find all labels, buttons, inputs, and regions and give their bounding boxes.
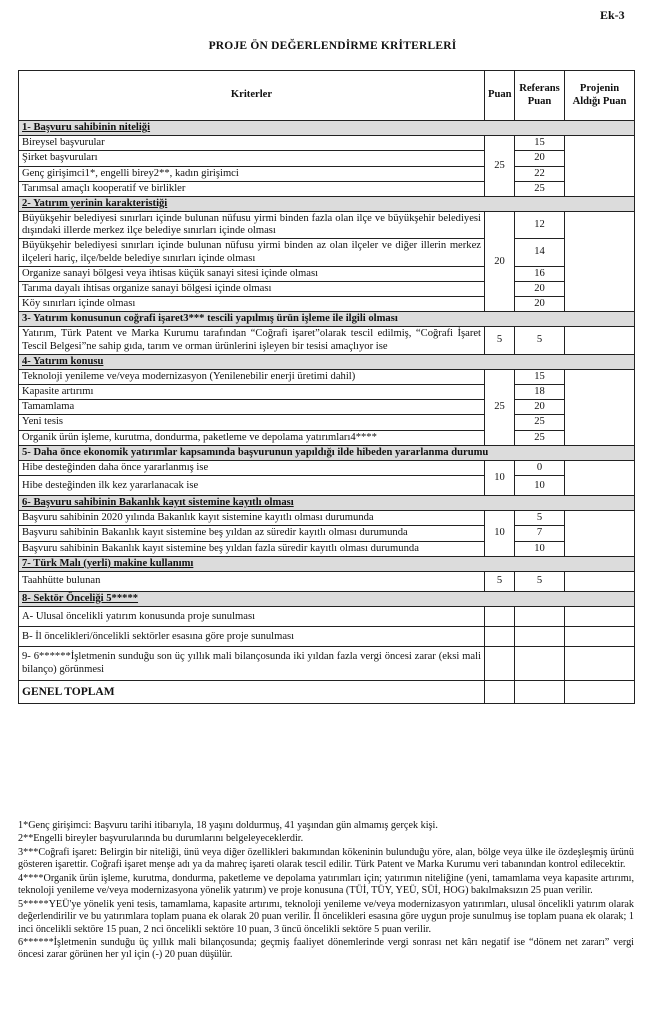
received-points-cell <box>565 511 635 557</box>
reference-points: 25 <box>515 430 565 445</box>
reference-points: 5 <box>515 511 565 526</box>
criterion: Hibe desteğinden ilk kez yararlanacak ise <box>19 476 485 496</box>
reference-points: 5 <box>515 327 565 354</box>
header-reference: Referans Puan <box>515 71 565 121</box>
received-points-cell <box>565 369 635 445</box>
footnote: 3***Coğrafi işaret: Belirgin bir niteliği, ünü veya diğer özellikleri bakımından kökeninin bulunduğu yöre, alan, bölge veya ülke ile özdeşleşmiş ürünü gösteren işarettir. Coğrafi işaret menşe adı ya da mahreç işareti olarak tescil edilir. Türk Patent ve Marka Kurumu veri tabanından kontrol edilecektir. <box>18 846 634 871</box>
criterion: B- İl öncelikleri/öncelikli sektörler esasına göre proje sunulması <box>19 627 485 647</box>
criterion: 9- 6******İşletmenin sunduğu son üç yıllık mali bilançosunda iki yıldan fazla vergi öncesi zarar (eksi mali bilanço) görünmesi <box>19 647 485 681</box>
criterion: Şirket başvuruları <box>19 151 485 166</box>
reference-points: 20 <box>515 400 565 415</box>
received-points-cell <box>565 647 635 681</box>
received-points-cell <box>565 212 635 312</box>
header-criteria: Kriterler <box>19 71 485 121</box>
received-points-cell <box>565 571 635 591</box>
received-points-cell <box>565 136 635 197</box>
criterion: Köy sınırları içinde olması <box>19 297 485 312</box>
section-points: 10 <box>485 511 515 557</box>
criterion: Organik ürün işleme, kurutma, dondurma, paketleme ve depolama yatırımları4**** <box>19 430 485 445</box>
criterion: A- Ulusal öncelikli yatırım konusunda proje sunulması <box>19 607 485 627</box>
criterion: Başvuru sahibinin Bakanlık kayıt sistemine beş yıldan fazla süredir kayıtlı olması durumunda <box>19 541 485 556</box>
header-received: Projenin Aldığı Puan <box>565 71 635 121</box>
section-title: 2- Yatırım yerinin karakteristiği <box>19 196 635 211</box>
criterion: Büyükşehir belediyesi sınırları içinde bulunan nüfusu yirmi binden fazla olan ilçe ve büyükşehir belediyesi dışındaki illerde merkez ilçe belediye sınırları içinde olması <box>19 212 485 239</box>
reference-points: 25 <box>515 181 565 196</box>
criterion: Organize sanayi bölgesi veya ihtisas küçük sanayi sitesi içinde olması <box>19 266 485 281</box>
criterion: Kapasite artırımı <box>19 385 485 400</box>
reference-points <box>515 681 565 704</box>
header-points: Puan <box>485 71 515 121</box>
grand-total-value <box>565 681 635 704</box>
criterion: Taahhütte bulunan <box>19 571 485 591</box>
reference-points: 12 <box>515 212 565 239</box>
section-title: 1- Başvuru sahibinin niteliği <box>19 121 635 136</box>
received-points-cell <box>565 607 635 627</box>
reference-points: 7 <box>515 526 565 541</box>
criterion: Bireysel başvurular <box>19 136 485 151</box>
section-points: 25 <box>485 136 515 197</box>
reference-points: 15 <box>515 369 565 384</box>
reference-points: 25 <box>515 415 565 430</box>
section-title: 4- Yatırım konusu <box>19 354 635 369</box>
reference-points: 16 <box>515 266 565 281</box>
reference-points: 22 <box>515 166 565 181</box>
footnote: 4****Organik ürün işleme, kurutma, dondurma, paketleme ve depolama yatırımları için; yatırımın niteliğine (yeni, tamamlama veya kapasite artırımı, teknoloji yenileme ve/veya modernizasyona yönelik yatırım) ve proje konusuna (TÜİ, TÜY, YEÜ, SÜİ, HOG) bakılmaksızın 25 puan verilir. <box>18 872 634 897</box>
reference-points <box>515 627 565 647</box>
section-points: 5 <box>485 327 515 354</box>
footnote: 2**Engelli bireyler başvurularında bu durumlarını belgeleyeceklerdir. <box>18 833 304 845</box>
section-title: 6- Başvuru sahibinin Bakanlık kayıt sistemine kayıtlı olması <box>19 496 635 511</box>
criterion: Başvuru sahibinin 2020 yılında Bakanlık kayıt sistemine kayıtlı olması durumunda <box>19 511 485 526</box>
reference-points: 14 <box>515 239 565 266</box>
section-title: 3- Yatırım konusunun coğrafi işaret3*** tescili yapılmış ürün işleme ile ilgili olması <box>19 312 635 327</box>
criterion: Tarıma dayalı ihtisas organize sanayi bölgesi içinde olması <box>19 281 485 296</box>
footnote: 1*Genç girişimci: Başvuru tarihi itibarıyla, 18 yaşını doldurmuş, 41 yaşından gün almamış gerçek kişi. <box>18 820 438 831</box>
section-points: 25 <box>485 369 515 445</box>
reference-points: 15 <box>515 136 565 151</box>
section-points: 10 <box>485 460 515 495</box>
reference-points <box>515 647 565 681</box>
section-title: 5- Daha önce ekonomik yatırımlar kapsamında başvurunun yapıldığı ilde hibeden yararlanma durumu <box>19 445 635 460</box>
section-points: 5 <box>485 571 515 591</box>
section-points <box>485 647 515 681</box>
reference-points: 18 <box>515 385 565 400</box>
footnote: 6******İşletmenin sunduğu üç yıllık mali bilançosunda; geçmiş faaliyet dönemlerinde vergi sonrası net kârı negatif ise “dönem net zararı” vergi öncesi zarar görünen her yıl için (-) 20 puan düşülür. <box>18 936 634 961</box>
criteria-table <box>18 70 635 704</box>
reference-points: 10 <box>515 476 565 496</box>
received-points-cell <box>565 460 635 495</box>
criterion: Genç girişimci1*, engelli birey2**, kadın girişimci <box>19 166 485 181</box>
criterion: Yatırım, Türk Patent ve Marka Kurumu tarafından “Coğrafi işaret”olarak tescil edilmiş, “Coğrafi İşaret Tescil Belgesi”ne sahip gıda, tarım ve orman ürünlerini işleyen bir tesisi amaçlıyor ise <box>19 327 485 354</box>
reference-points: 20 <box>515 281 565 296</box>
criterion: Hibe desteğinden daha önce yararlanmış ise <box>19 460 485 475</box>
reference-points: 5 <box>515 571 565 591</box>
criterion: Yeni tesis <box>19 415 485 430</box>
grand-total-label: GENEL TOPLAM <box>19 681 485 704</box>
reference-points: 20 <box>515 297 565 312</box>
criterion: Büyükşehir belediyesi sınırları içinde bulunan nüfusu yirmi binden az olan ilçeler ve diğer illerin merkez ilçeleri hariç, ilçe/belde belediye sınırları içinde olması <box>19 239 485 266</box>
reference-points: 10 <box>515 541 565 556</box>
reference-points <box>515 607 565 627</box>
section-points <box>485 681 515 704</box>
page-title: PROJE ÖN DEĞERLENDİRME KRİTERLERİ <box>208 40 457 52</box>
section-points: 20 <box>485 212 515 312</box>
section-title: 7- Türk Malı (yerli) makine kullanımı <box>19 556 635 571</box>
criterion: Tamamlama <box>19 400 485 415</box>
footnotes <box>18 820 634 963</box>
annex-label: Ek-3 <box>600 8 625 22</box>
section-title: 8- Sektör Önceliği 5***** <box>19 591 635 606</box>
footnote: 5*****YEÜ'ye yönelik yeni tesis, tamamlama, kapasite artırımı, teknoloji yenileme ve/veya modernizasyon yatırımları, ulusal öncelikli yatırım olarak değerlendirilir ve bu yatırımlara toplam puana ek olarak 20 puan verilir. İl öncelikleri esasına göre uygun proje sunulmuş ise toplam puana ek olarak; 1 inci öncelikli sektöre 15 puan, 2 nci öncelikli sektöre 10 puan, 3 üncü öncelikli sektöre 5 puan verilir. <box>18 898 634 935</box>
criterion: Tarımsal amaçlı kooperatif ve birlikler <box>19 181 485 196</box>
section-points <box>485 627 515 647</box>
section-points <box>485 607 515 627</box>
criterion: Başvuru sahibinin Bakanlık kayıt sistemine beş yıldan az süredir kayıtlı olması durumunda <box>19 526 485 541</box>
reference-points: 0 <box>515 460 565 475</box>
received-points-cell <box>565 327 635 354</box>
received-points-cell <box>565 627 635 647</box>
reference-points: 20 <box>515 151 565 166</box>
criterion: Teknoloji yenileme ve/veya modernizasyon (Yenilenebilir enerji üretimi dahil) <box>19 369 485 384</box>
